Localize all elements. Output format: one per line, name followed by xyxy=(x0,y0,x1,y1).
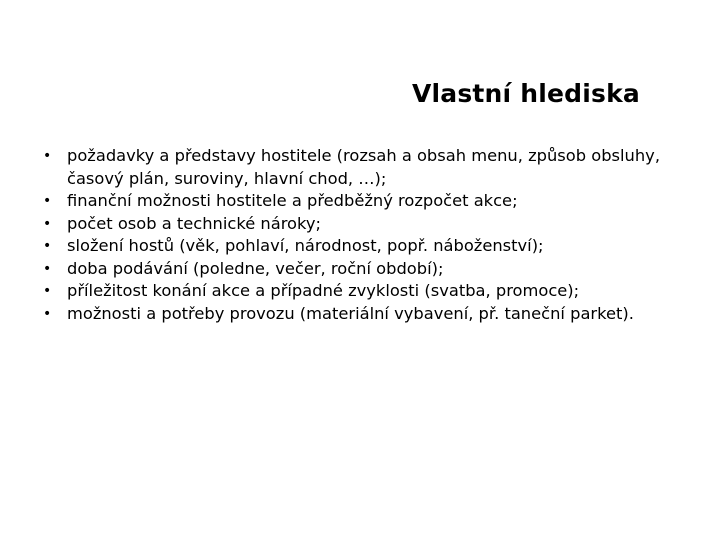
list-item-text: požadavky a představy hostitele (rozsah a obsah menu, způsob obsluhy, časový plán, suroviny, hlavní chod, …); xyxy=(67,146,660,188)
list-item xyxy=(40,303,680,326)
list-item xyxy=(40,280,680,303)
list-item-text: složení hostů (věk, pohlaví, národnost, popř. náboženství); xyxy=(67,236,544,255)
list-item xyxy=(40,213,680,236)
bullet-icon: • xyxy=(43,260,52,277)
list-item xyxy=(40,145,680,190)
list-item-text: možnosti a potřeby provozu (materiální vybavení, př. taneční parket). xyxy=(67,303,634,323)
bullet-icon: • xyxy=(43,215,52,232)
list-item-text: počet osob a technické nároky; xyxy=(67,213,321,233)
list-item xyxy=(40,235,680,258)
list-item-text: příležitost konání akce a případné zvyklosti (svatba, promoce); xyxy=(67,281,580,300)
bullet-icon: • xyxy=(43,193,52,209)
list-item xyxy=(40,258,680,281)
list-item-text: doba podávání (poledne, večer, roční období); xyxy=(67,258,444,278)
bullet-icon: • xyxy=(43,148,52,164)
list-item-text: finanční možnosti hostitele a předběžný rozpočet akce; xyxy=(67,191,518,210)
bullet-icon: • xyxy=(43,238,52,254)
bullet-icon: • xyxy=(43,305,52,322)
slide-title: Vlastní hlediska xyxy=(411,79,640,108)
bullet-list xyxy=(40,145,680,325)
list-item xyxy=(40,190,680,213)
bullet-icon: • xyxy=(43,283,52,299)
